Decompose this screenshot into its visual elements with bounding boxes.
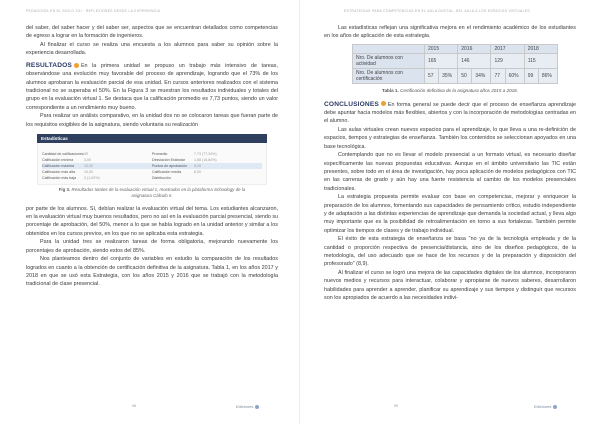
right-column [324,24,576,303]
table-cell: 99 [524,68,538,83]
results-heading: RESULTADOS [26,62,72,70]
table-cell: 146 [458,53,491,68]
statistics-figure [37,134,267,185]
table-cell: 129 [491,53,524,68]
publisher-brand [236,404,259,409]
table-cell: 165 [425,53,458,68]
stat-key: Promedio [152,152,168,157]
year-header: 2015 [425,44,458,53]
stat-value: 7,73 (77,34%) [194,152,217,157]
stat-key: Calificación mínima [42,158,74,163]
stat-key: Puntos de aprobación [152,164,187,169]
table-caption-text: Certificación definitiva de la asignatura años 2015 a 2018. [400,87,519,93]
brand-logo-icon [255,405,259,409]
figure-caption-label: Fig 3. [58,187,71,193]
stat-value: 10,00 [84,164,93,169]
table-cell: 50 [458,68,472,83]
results-text: En la primera unidad se propuso un trabajo más intensivo de tareas, observándose una evolución muy favorable del proceso de aprendizaje, logrando que el 73% de los alumnos aprobaran la evaluación parcial de esa unidad. En cursos anteriores realizados con el sistema tradicional no se superaba el 50%. En la Figura 3 se muestran los resultados individuales y totales del grupo en la evaluación virtual 1. Se destaca que la calificación promedio es 7,73 puntos, siendo un valor correspondiente a un rendimiento muy bueno. [26,63,278,111]
year-header: 2017 [491,44,524,53]
stat-value: 10,00 [84,170,93,175]
stat-key: Calificación más baja [42,176,76,181]
bullet-dot-icon [74,63,79,68]
figure-title: Estadísticas [37,134,267,143]
table-caption [324,88,576,93]
row-label: Nro. De alumnos con actividad [353,53,425,68]
table-row [353,68,558,83]
conclusions-text: En forma general se puede decir que el proceso de enseñanza aprendizaje debe apuntar hacia modelos más flexibles, abiertos y con la incorporación de metodologías centradas en el alumno. [324,101,576,125]
brand-text: Ediciones [534,404,552,409]
stat-value: 3 (1,00%) [84,176,100,181]
paragraph: Contemplando que no es llevar el modelo presencial a un formato virtual, es necesario diseñar específicamente las nuevas propuestas educativas. Aunque en el ámbito universitario las TIC están presentes, sobre todo en el área de investigación, hay poca aplicación de modelos pedagógicos con TIC en las carreras de grado y aún hay una fuerte resistencia al cambio de los modelos presenciales tradicionales. [324,152,576,192]
stat-row [42,175,152,181]
brand-logo-icon [553,405,557,409]
paragraph: del saber, del saber hacer y del saber ser, aspectos que se encuentran detallados como competencias de egreso a lograr en la formación de ingenieros. [26,25,278,40]
stat-key: Cantidad de calificaciones [42,152,84,157]
stat-key: Calificación máxima [42,164,74,169]
table-cell: 115 [524,53,557,68]
figure-caption-text: Resultados totales de la evaluación virtual 1, mostrados en la plataforma Schoology de la asignatura Cálculo II. [71,187,246,199]
paragraph: Nos planteamos dentro del conjunto de variables en estudio la comparación de los resultados logrados en cuanto a la obtención de certificación definitiva de la asignatura. Tabla 1, en los años 2017 y 2018 en que se usó esta Estrategia, con los años 2015 y 2016 que se trabajó con la metodología tradicional de clase presencial. [26,256,278,288]
stat-key: Distribución [152,176,171,181]
table-cell: 77 [491,68,505,83]
table-caption-label: Tabla 1. [381,87,399,93]
certification-table [352,44,558,84]
table-cell: 34% [472,68,491,83]
paragraph: Las aulas virtuales crean nuevos espacios para el aprendizaje, lo que lleva a una re-definición de espacios, tiempos y estrategias de enseñanza. También los contenidos se seleccionan apoyados en una base tecnológica. [324,126,576,150]
page-number: 98 [132,404,136,408]
stats-left-col [42,151,152,181]
page-number: 99 [394,404,398,408]
paragraph: Para realizar un análisis comparativo, en la unidad dos no se colocaron tareas que fueran parte de los requisitos exigibles de la asignatura, siendo voluntaria su realización [26,113,278,128]
year-header: 2018 [524,44,557,53]
table-cell: 57 [425,68,439,83]
row-label: Nro. De alumnos con certificación [353,68,425,83]
stat-value: 3,00 [84,158,91,163]
table-corner [353,44,425,53]
paragraph: por parte de los alumnos. Sí, debían realizar la evaluación virtual del tema. Los estudiantes alcanzaron, en la evaluación virtual muy buenos resultados, pero no así en la evaluación parcial presencial, siendo su porcentaje de aprobación, del 50%, menor a lo que se había logrado en la unidad anterior y similar a los obtenidos en los cursos previos, en los que no se aplicaba esta estrategia. [26,205,279,237]
table-row [353,53,558,68]
paragraph: Al finalizar el curso se realiza una encuesta a los alumnos para saber su opinión sobre la experiencia desarrollada. [26,42,278,57]
paragraph: El éxito de esta estrategia de enseñanza se basa "no ya de la tecnología empleada y de la cantidad o proporción respectiva de presencia/distancia, sino de los diseños pedagógicos, de la metodología, del uso adecuado que se hace de los recursos y de la preparación y disposición del profesorado" (8,9). [324,236,576,268]
publisher-brand [534,404,557,409]
paragraph: Las estadísticas reflejan una significativa mejora en el rendimiento académico de los estudiantes en los años de aplicación de esta estrategia. [324,25,576,40]
table-cell: 35% [439,68,458,83]
stat-key: Desviación Estándar [152,158,185,163]
paragraph: Para la unidad tres se realizaron tareas de forma obligatoria, mejorando nuevamente los porcentajes de aprobación, siendo estos del 85%. [26,239,278,254]
running-header: PEDAGOGÍA EN EL SIGLO XXI · REFLEXIONES DESDE LA EXPERIENCIA [26,9,161,13]
right-page [300,0,600,424]
stat-row [152,175,262,181]
year-header: 2016 [458,44,491,53]
bullet-dot-icon [381,101,386,106]
table-cell: 60% [505,68,524,83]
stats-right-col [152,151,262,181]
results-paragraph [26,62,278,112]
brand-text: Ediciones [236,404,254,409]
figure-caption [48,187,256,200]
running-header: ESTRATEGIAS PARA COMPETENCIAS EN EL AULA DIGITAL: DEL AULA A LOS ESPACIOS VIRTUALES [344,9,530,13]
stat-key: Calificación media [152,170,182,175]
table-cell: 86% [538,68,557,83]
stat-value: 5,00 [194,164,201,169]
left-column [26,24,278,289]
paragraph: Al finalizar el curso se logró una mejora de las capacidades digitales de los alumnos, incorporaron nuevos medios y recursos para interactuar, colaborar y apropiarse de nuevos saberes, desarrollaron habilidades para aprender a aprender, planificar su aprendizaje y sus tiempos y distinguir que recursos son los apropiados de acuerdo a las necesidades indivi- [324,270,576,301]
stat-value: 1,68 (16,84%) [194,158,217,163]
stat-value: 8,00 [194,170,201,175]
stat-value: 39 [84,152,88,157]
table-header-row [353,44,558,53]
conclusions-heading: CONCLUSIONES [324,100,379,108]
conclusions-paragraph [324,101,576,126]
paragraph: La estrategia propuesta permite evaluar con base en competencias, mejorar y enriquecer la preparación de los alumnos, fomentando sus capacidades de pensamiento crítico, estudio independiente y de adaptación a las distintas experiencias de aprendizaje que demanda la sociedad actual, y lleva algo muy importante que es la posibilidad de retroalimentación en torno a sus fortalezas. También permite optimizar los tiempos de clases y de trabajo individual. [324,194,576,234]
figure-body [37,143,267,185]
stat-key: Calificación más alta [42,170,75,175]
